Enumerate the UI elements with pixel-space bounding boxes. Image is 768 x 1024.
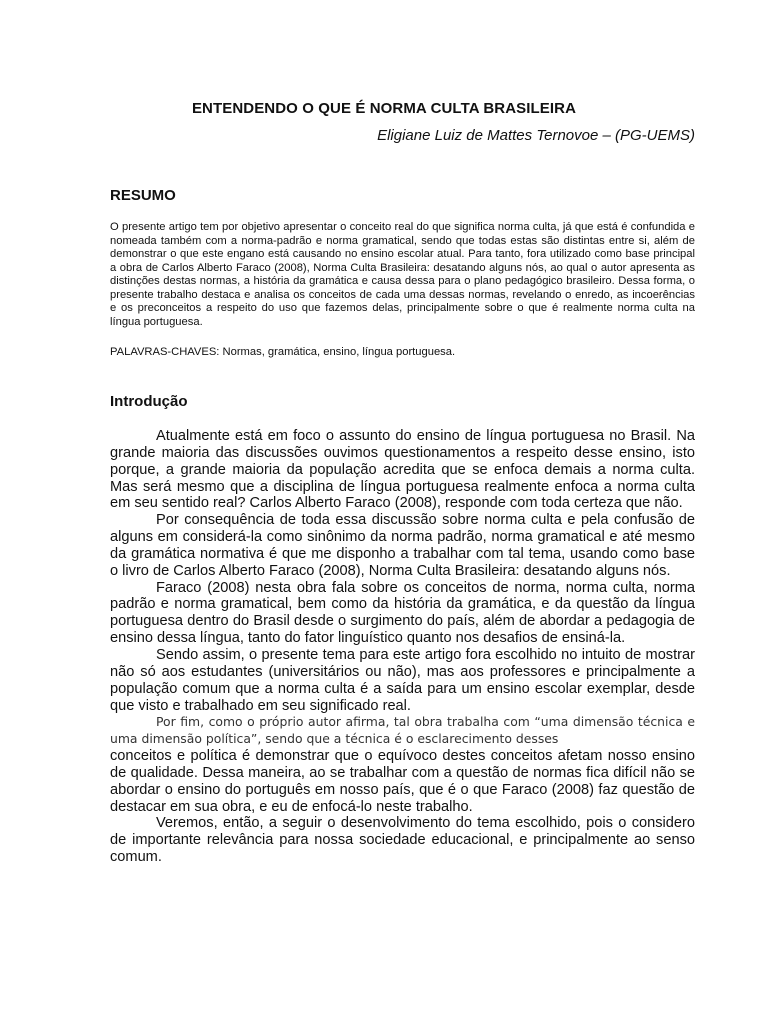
abstract-text: O presente artigo tem por objetivo apresentar o conceito real do que significa norma culta, já que está é confundida e nomeada também com a norma-padrão e norma gramatical, sendo que todas estas são distintas entre si, além de demonstrar o que este engano está causando no ensino escolar atual. Para tanto, fora utilizado como base principal a obra de Carlos Alberto Faraco (2008), Norma Culta Brasileira: desatando alguns nós, ao qual o autor apresenta as distinções destas normas, a história da gramática e causa dessa para o plano pedagógico brasileiro. Dessa forma, o presente trabalho destaca e analisa os conceitos de cada uma dessas normas, revelando o enredo, as incoerências e os preconceitos a respeito do uso que fazemos delas, principalmente sobre o que é realmente norma culta na língua portuguesa. (110, 221, 695, 328)
introduction-body (110, 428, 695, 866)
body-paragraph: Por consequência de toda essa discussão sobre norma culta e pela confusão de alguns em considerá-la como sinônimo da norma padrão, norma gramatical e até mesmo da gramática normativa é que me disponho a trabalhar com tal tema, usando como base o livro de Carlos Alberto Faraco (2008), Norma Culta Brasileira: desatando alguns nós. (110, 512, 695, 579)
author-line: Eligiane Luiz de Mattes Ternovoe – (PG-UEMS) (377, 127, 695, 144)
body-paragraph: Sendo assim, o presente tema para este artigo fora escolhido no intuito de mostrar não só aos estudantes (universitários ou não), mas aos professores e principalmente a população comum que a norma culta é a saída para um ensino escolar exemplar, desde que visto e trabalhado em seu significado real. (110, 646, 695, 714)
keywords-line: PALAVRAS-CHAVES: Normas, gramática, ensino, língua portuguesa. (110, 346, 456, 358)
introduction-heading: Introdução (110, 393, 188, 410)
body-paragraph-quote: Por fim, como o próprio autor afirma, tal obra trabalha com “uma dimensão técnica e uma dimensão política”, sendo que a técnica é o esclarecimento desses (110, 714, 695, 747)
abstract-heading: RESUMO (110, 187, 176, 204)
body-paragraph-continuation: conceitos e política é demonstrar que o equívoco destes conceitos afetam nosso ensino de qualidade. Dessa maneira, ao se trabalhar com a questão de normas fica difícil não se abordar o ensino do português em nosso país, que é o que Faraco (2008) faz questão de destacar em sua obra, e eu de enfocá-lo neste trabalho. (110, 748, 695, 815)
body-paragraph: Atualmente está em foco o assunto do ensino de língua portuguesa no Brasil. Na grande maioria das discussões ouvimos questionamentos a respeito desse ensino, isto porque, a grande maioria da população acredita que se enfoca demais a norma culta. Mas será mesmo que a disciplina de língua portuguesa realmente enfoca a norma culta em seu sentido real? Carlos Alberto Faraco (2008), responde com toda certeza que não. (110, 428, 695, 512)
body-paragraph-closing: Veremos, então, a seguir o desenvolvimento do tema escolhido, pois o considero de importante relevância para nossa sociedade educacional, e principalmente ao senso comum. (110, 815, 695, 866)
paper-title: ENTENDENDO O QUE É NORMA CULTA BRASILEIRA (191, 100, 577, 117)
body-paragraph: Faraco (2008) nesta obra fala sobre os conceitos de norma, norma culta, norma padrão e norma gramatical, bem como da história da gramática, e da questão da língua portuguesa dentro do Brasil desde o surgimento do país, além de abordar a pedagogia de ensino dessa língua, tanto do fator linguístico quanto nos desafios de ensiná-la. (110, 579, 695, 647)
